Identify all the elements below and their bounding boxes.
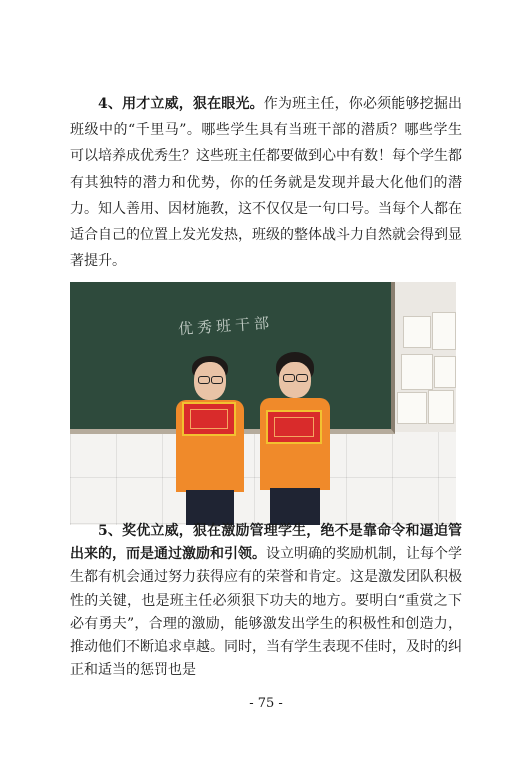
wall-notice xyxy=(428,390,454,424)
student-left xyxy=(170,356,250,525)
student-right xyxy=(256,352,336,525)
wall-notice xyxy=(397,392,427,424)
wall-notice xyxy=(401,354,433,390)
glasses-icon xyxy=(198,376,210,384)
glasses-icon xyxy=(211,376,223,384)
award-certificate xyxy=(266,410,322,444)
glasses-icon xyxy=(296,374,308,382)
award-certificate xyxy=(182,402,236,436)
wall-notice xyxy=(403,316,431,348)
section-5-heading: 5、奖优立威，狠在激励管理学生，绝不是靠命令和逼迫管出来的，而是通过激励和引领。 xyxy=(70,523,462,563)
section-5-body: 设立明确的奖励机制，让每个学生都有机会通过努力获得应有的荣誉和肯定。这是激发团队积极性的关键，也是班主任必须狠下功夫的地方。要明白“重赏之下必有勇夫”，合理的激励，能够激发出学生的积极性和创造力，推动他们不断追求卓越。同时，当有学生表现不佳时，及时的纠正和适当的惩罚也是 xyxy=(70,546,462,679)
blackboard-text: 优秀班干部 xyxy=(177,313,274,339)
section-4-body: 作为班主任，你必须能够挖掘出班级中的“千里马”。哪些学生具有当班干部的潜质？哪些学生可以培养成优秀生？这些班主任都要做到心中有数！每个学生都有其独特的潜力和优势，你的任务就是发现并最大化他们的潜力。知人善用、因材施教，这不仅仅是一句口号。当每个人都在适合自己的位置上发光发热，班级的整体战斗力自然就会得到显著提升。 xyxy=(70,96,462,270)
section-5-paragraph xyxy=(70,520,462,682)
class-photo xyxy=(70,282,456,525)
section-4-heading: 4、用才立威，狠在眼光。 xyxy=(98,96,264,112)
page-number: - 75 - xyxy=(249,696,283,711)
wall-notice xyxy=(434,356,456,388)
wall-notice xyxy=(432,312,456,350)
glasses-icon xyxy=(283,374,295,382)
section-4-paragraph xyxy=(70,91,462,274)
